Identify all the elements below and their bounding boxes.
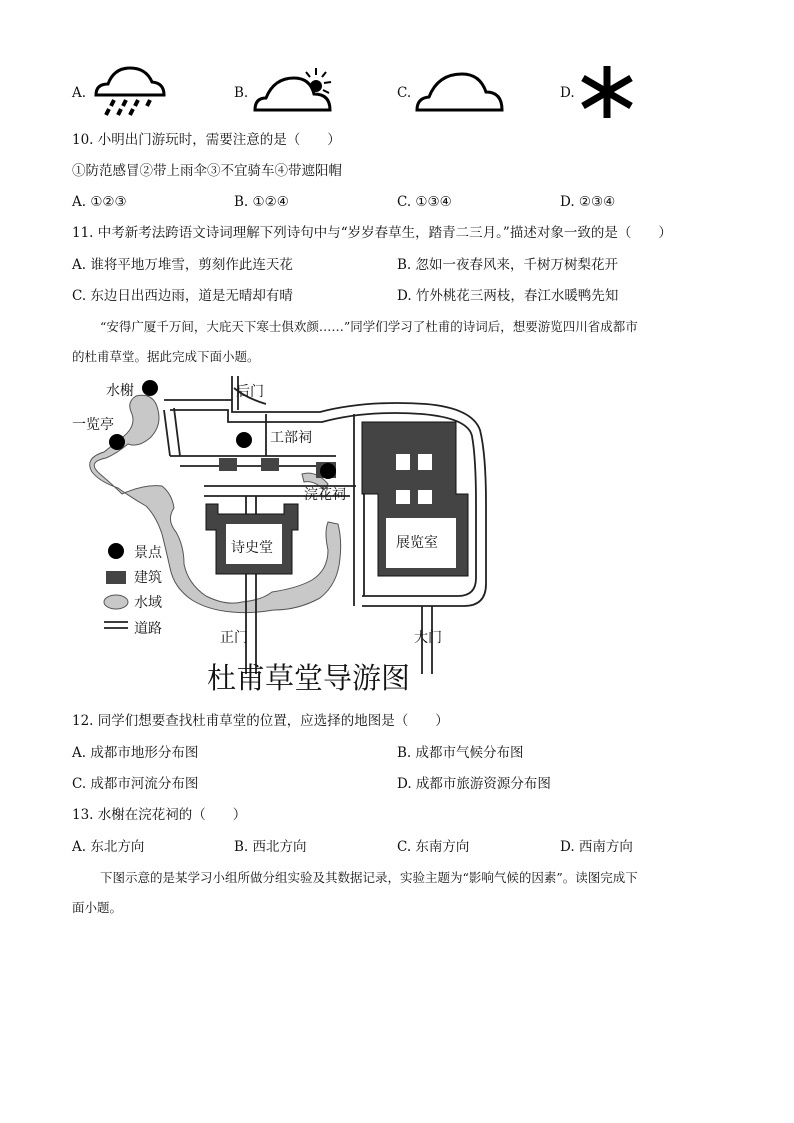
intro-line-1: “安得广厦千万间，大庇天下寒士俱欢颜……”同学们学习了杜甫的诗词后，想要游览四川省成都市: [100, 319, 638, 334]
label-zhengmen: 正门: [220, 630, 248, 646]
intro-line-2: 的杜甫草堂。据此完成下面小题。: [72, 349, 260, 364]
option-c-label: C.: [397, 85, 412, 101]
spot-huanhuaci: [320, 463, 336, 479]
q13-option-c: C. 东南方向: [397, 839, 470, 855]
label-shishitang: 诗史堂: [231, 540, 273, 556]
sun-behind-cloud-icon: [252, 66, 338, 114]
q10-items: ①防范感冒②带上雨伞③不宜骑车④带遮阳帽: [72, 163, 342, 179]
label-zhanlanshi: 展览室: [396, 535, 438, 551]
q12-option-c: C. 成都市河流分布图: [72, 776, 199, 792]
q12-option-a: A. 成都市地形分布图: [72, 745, 199, 761]
q13-stem: 13. 水榭在浣花祠的（ ）: [72, 807, 247, 823]
legend-building-box: [106, 571, 126, 584]
q11-option-a: A. 谁将平地万堆雪，剪刻作此连天花: [72, 257, 293, 273]
rain-cloud-icon: [92, 62, 168, 118]
label-yilanting: 一览亭: [72, 417, 114, 433]
q13-option-d: D. 西南方向: [560, 839, 633, 855]
q10-option-b: B. ①②④: [234, 194, 289, 210]
snowflake-icon: [576, 64, 638, 120]
legend-water-swatch: [104, 595, 128, 609]
legend-spot-dot: [108, 543, 124, 559]
spot-yilanting: [109, 434, 125, 450]
cloud-icon: [414, 70, 506, 114]
dufu-cottage-map: [66, 374, 506, 704]
small-building: [219, 458, 237, 471]
q10-option-c: C. ①③④: [397, 194, 452, 210]
label-houmen: 后门: [236, 384, 264, 400]
q12-option-d: D. 成都市旅游资源分布图: [397, 776, 551, 792]
q10-option-d: D. ②③④: [560, 194, 616, 210]
option-a-label: A.: [72, 85, 87, 101]
label-damen: 大门: [414, 630, 442, 646]
q13-option-a: A. 东北方向: [72, 839, 145, 855]
option-b-label: B.: [234, 85, 249, 101]
q11-stem: 11. 中考新考法跨语文诗词理解下列诗句中与“岁岁春草生，踏青二三月。”描述对象一致的是（ ）: [72, 225, 672, 241]
legend-road-label: 道路: [134, 621, 162, 637]
intro2-line-1: 下图示意的是某学习小组所做分组实验及其数据记录，实验主题为“影响气候的因素”。读图完成下: [100, 870, 638, 885]
label-gongbuci: 工部祠: [270, 430, 312, 446]
option-d-label: D.: [560, 85, 575, 101]
legend-road-line: [104, 622, 128, 628]
legend-water-label: 水域: [134, 595, 162, 611]
spot-gongbuci: [236, 432, 252, 448]
q11-option-d: D. 竹外桃花三两枝，春江水暖鸭先知: [397, 288, 619, 304]
label-shuixie: 水榭: [106, 383, 134, 399]
legend-spot-label: 景点: [134, 545, 162, 561]
map-title: 杜甫草堂导游图: [207, 661, 411, 695]
spot-shuixie: [142, 380, 158, 396]
intro2-line-2: 面小题。: [72, 900, 123, 915]
q11-option-c: C. 东边日出西边雨，道是无晴却有晴: [72, 288, 293, 304]
label-huanhuaci: 浣花祠: [304, 487, 346, 503]
q11-option-b: B. 忽如一夜春风来，千树万树梨花开: [397, 257, 619, 273]
q12-option-b: B. 成都市气候分布图: [397, 745, 524, 761]
q10-option-a: A. ①②③: [72, 194, 127, 210]
small-building: [261, 458, 279, 471]
q10-stem: 10. 小明出门游玩时，需要注意的是（ ）: [72, 132, 341, 148]
legend-building-label: 建筑: [134, 570, 162, 586]
q13-option-b: B. 西北方向: [234, 839, 307, 855]
q12-stem: 12. 同学们想要查找杜甫草堂的位置，应选择的地图是（ ）: [72, 713, 449, 729]
